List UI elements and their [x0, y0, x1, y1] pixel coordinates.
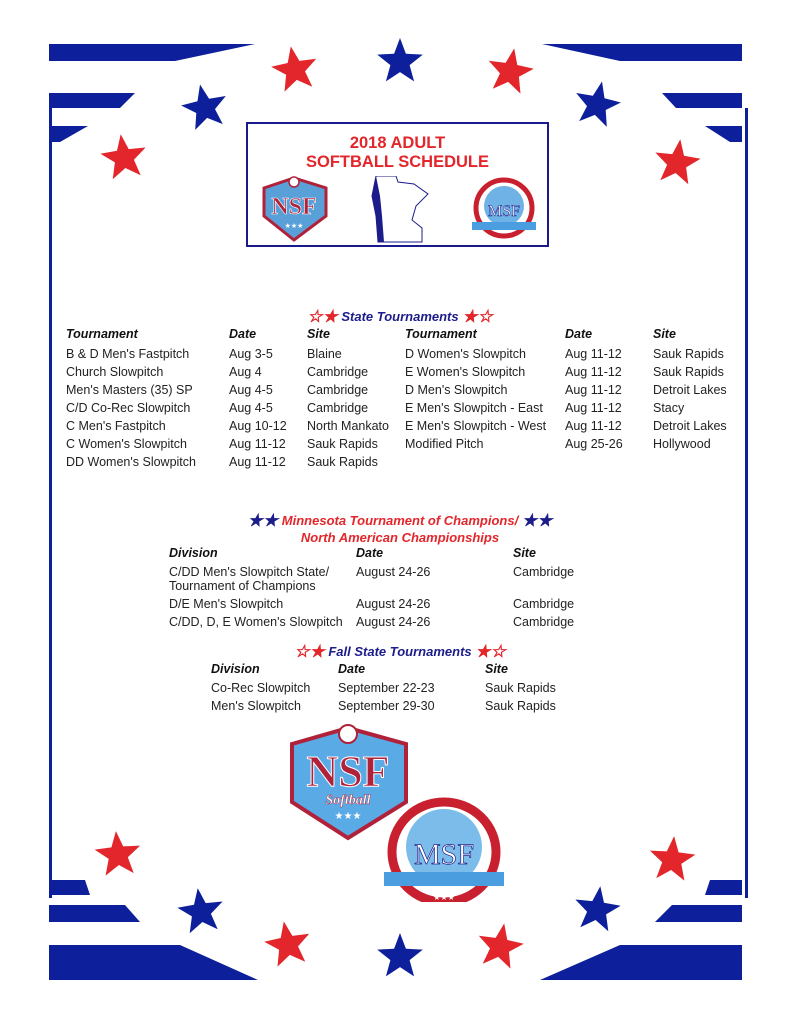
svg-text:NSF: NSF [306, 747, 390, 796]
title-line-1: 2018 ADULT [349, 134, 446, 152]
table-cell: C Women's Slowpitch [66, 437, 187, 451]
star-icon [650, 836, 696, 881]
stripe [49, 880, 90, 895]
svg-text:NSF: NSF [271, 194, 317, 220]
column-header: Date [338, 662, 366, 676]
table-cell: Sauk Rapids [307, 455, 378, 469]
table-cell: Sauk Rapids [485, 699, 556, 713]
table-cell: D/E Men's Slowpitch [169, 597, 284, 611]
stripe [49, 44, 255, 61]
table-cell: Aug 11-12 [229, 455, 286, 469]
star-icon: ★ [462, 307, 478, 326]
table-cell: Sauk Rapids [307, 437, 378, 451]
star-icon [377, 933, 423, 976]
fall-tournaments-heading [0, 643, 791, 660]
table-cell: Cambridge [307, 365, 369, 379]
nsf-logo [264, 177, 326, 240]
table-cell: Aug 25-26 [565, 437, 623, 451]
column-header: Date [356, 546, 384, 560]
star-icon: ★ [475, 642, 491, 661]
svg-text:★★★: ★★★ [284, 223, 304, 230]
column-header: Site [653, 327, 676, 341]
table-cell: Aug 10-12 [229, 419, 287, 433]
msf-logo [384, 802, 504, 902]
champions-heading [0, 512, 791, 546]
table-cell: August 24-26 [356, 597, 431, 611]
nsf-softball-logo [292, 725, 406, 838]
table-cell: Church Slowpitch [66, 365, 164, 379]
star-icon [181, 85, 226, 130]
stripe [49, 945, 258, 980]
table-cell: Stacy [653, 401, 685, 415]
table-cell: Co-Rec Slowpitch [211, 681, 311, 695]
column-header: Site [513, 546, 536, 560]
svg-text:Softball: Softball [325, 793, 371, 808]
star-icon [655, 139, 700, 184]
table-cell: D Men's Slowpitch [405, 383, 508, 397]
state-tournaments-heading [0, 308, 791, 325]
table-cell: Aug 4-5 [229, 401, 273, 415]
star-icon [100, 134, 145, 179]
stripe [49, 93, 135, 108]
msf-logo [472, 180, 536, 236]
title-line-2: SOFTBALL SCHEDULE [305, 153, 490, 171]
star-icon [489, 48, 534, 93]
star-icon [177, 888, 222, 933]
stripe [705, 880, 742, 895]
svg-text:★★★: ★★★ [334, 811, 362, 822]
star-icon: ★★ [521, 511, 553, 530]
stripe [655, 905, 742, 922]
table-cell: Sauk Rapids [653, 347, 724, 361]
table-cell: Hollywood [653, 437, 711, 451]
svg-text:★★★: ★★★ [433, 893, 455, 902]
table-cell: C/DD Men's Slowpitch State/ Tournament of Champions [169, 565, 330, 593]
table-cell: Aug 11-12 [565, 347, 622, 361]
table-cell: E Men's Slowpitch - East [405, 401, 543, 415]
table-cell: C/D Co-Rec Slowpitch [66, 401, 191, 415]
stripe [49, 905, 140, 922]
table-cell: August 24-26 [356, 615, 431, 629]
table-cell: Detroit Lakes [653, 419, 727, 433]
column-header: Site [307, 327, 330, 341]
table-cell: Men's Masters (35) SP [66, 383, 193, 397]
table-cell: Modified Pitch [405, 437, 484, 451]
svg-text:MSF: MSF [413, 838, 475, 871]
table-cell: August 24-26 [356, 565, 431, 579]
table-cell: E Women's Slowpitch [405, 365, 526, 379]
table-cell: September 29-30 [338, 699, 435, 713]
table-cell: September 22-23 [338, 681, 435, 695]
star-icon [377, 38, 423, 81]
table-cell: D Women's Slowpitch [405, 347, 526, 361]
table-cell: DD Women's Slowpitch [66, 455, 196, 469]
heading-text: State Tournaments [341, 309, 459, 324]
table-cell: Blaine [307, 347, 342, 361]
table-cell: Sauk Rapids [485, 681, 556, 695]
table-cell: Aug 11-12 [565, 419, 622, 433]
table-cell: Aug 11-12 [229, 437, 286, 451]
column-header: Division [211, 662, 260, 676]
svg-text:MSF: MSF [487, 203, 521, 220]
border-right [745, 108, 748, 898]
star-outline-icon: ☆ [307, 307, 323, 326]
page-title [248, 134, 547, 172]
minnesota-map-icon [372, 176, 428, 242]
table-cell: Aug 4-5 [229, 383, 273, 397]
star-icon: ★ [309, 642, 325, 661]
column-header: Tournament [405, 327, 477, 341]
table-cell: Cambridge [307, 383, 369, 397]
star-icon: ★★ [247, 511, 279, 530]
stripe [540, 945, 742, 980]
column-header: Site [485, 662, 508, 676]
stripe [542, 44, 742, 61]
column-header: Date [565, 327, 593, 341]
star-outline-icon: ☆ [477, 307, 493, 326]
title-logos [256, 176, 546, 244]
star-icon [95, 831, 141, 876]
star-outline-icon: ☆ [294, 642, 310, 661]
column-header: Date [229, 327, 257, 341]
table-cell: Cambridge [513, 597, 575, 611]
stripe [705, 126, 742, 142]
star-icon [264, 921, 309, 966]
table-cell: Aug 11-12 [565, 383, 622, 397]
heading-text-line-2: North American Championships [300, 530, 500, 545]
star-icon [271, 46, 316, 91]
title-box [246, 122, 549, 247]
table-cell: Cambridge [513, 615, 575, 629]
table-cell: Cambridge [513, 565, 575, 579]
table-cell: Aug 4 [229, 365, 262, 379]
table-cell: Aug 3-5 [229, 347, 273, 361]
table-cell: C/DD, D, E Women's Slowpitch [169, 615, 343, 629]
stripe [662, 93, 742, 108]
table-cell: Cambridge [307, 401, 369, 415]
table-cell: E Men's Slowpitch - West [405, 419, 547, 433]
table-cell: North Mankato [307, 419, 389, 433]
column-header: Division [169, 546, 218, 560]
column-header: Tournament [66, 327, 138, 341]
stripe [49, 126, 88, 142]
table-cell: Men's Slowpitch [211, 699, 301, 713]
star-icon: ★ [322, 307, 338, 326]
table-cell: C Men's Fastpitch [66, 419, 166, 433]
star-icon [479, 923, 524, 968]
bottom-logos [280, 722, 520, 902]
table-cell: Aug 11-12 [565, 365, 622, 379]
star-icon [575, 886, 620, 931]
star-icon [576, 82, 621, 127]
table-cell: Sauk Rapids [653, 365, 724, 379]
star-outline-icon: ☆ [490, 642, 506, 661]
table-cell: Aug 11-12 [565, 401, 622, 415]
border-left [49, 108, 52, 898]
table-cell: B & D Men's Fastpitch [66, 347, 190, 361]
table-cell: Detroit Lakes [653, 383, 727, 397]
heading-text-line-1: Minnesota Tournament of Champions/ [281, 513, 519, 528]
heading-text: Fall State Tournaments [328, 644, 472, 659]
